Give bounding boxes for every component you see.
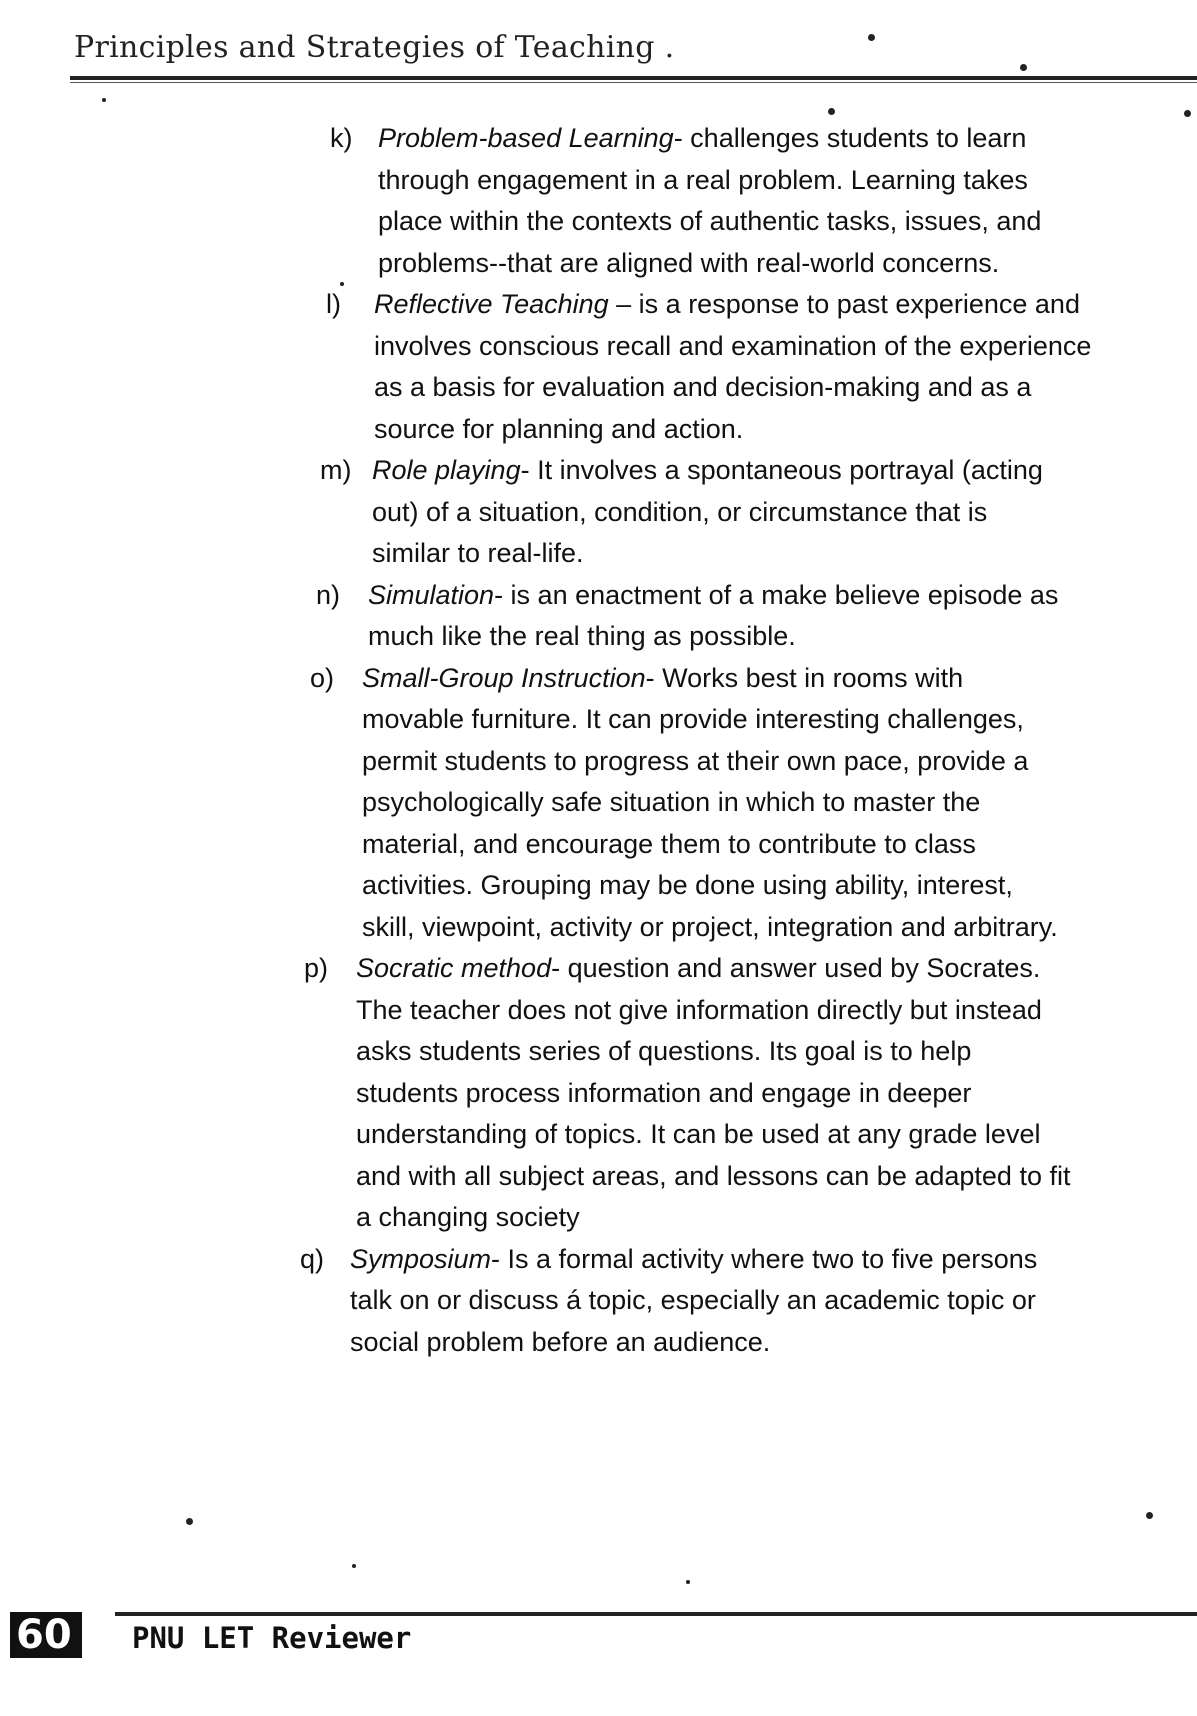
item-text: Symposium- Is a formal activity where two to five persons talk on or discuss á topic, especially an academic topic or social problem before an audience. [350, 1243, 1038, 1357]
item-marker: o) [310, 662, 335, 693]
list-item-reflective-teaching [326, 284, 1180, 450]
scan-speck [1146, 1512, 1153, 1519]
item-text: Problem-based Learning- challenges students to learn through engagement in a real problem. Learning takes place within the contexts of authentic tasks, issues, and problems--that are aligned with real-world concerns. [378, 123, 1042, 278]
scan-speck [1184, 110, 1191, 117]
item-marker: l) [326, 289, 341, 319]
running-header [70, 30, 1197, 65]
item-term: Socratic method [356, 953, 552, 983]
item-term: Small-Group Instruction [362, 662, 646, 693]
item-marker: k) [330, 123, 353, 153]
footer-rule [115, 1612, 1197, 1616]
footer-label: PNU LET Reviewer [132, 1621, 412, 1655]
item-term: Role playing [372, 455, 521, 485]
header-rule [70, 76, 1197, 80]
item-text: Role playing- It involves a spontaneous portrayal (acting out) of a situation, condition, or circumstance that is similar to real-life. [372, 455, 1043, 568]
running-header-title: Principles and Strategies of Teaching . [74, 30, 675, 65]
scan-speck [686, 1580, 690, 1584]
list-item-role-playing [320, 450, 1180, 575]
item-term: Symposium [350, 1243, 492, 1274]
list-item-socratic-method [304, 948, 1180, 1239]
scan-speck [340, 282, 344, 286]
list-item-problem-based-learning [330, 118, 1180, 284]
item-marker: m) [320, 455, 352, 485]
scan-speck [868, 34, 875, 41]
item-marker: p) [304, 953, 329, 983]
scan-speck [352, 1564, 356, 1568]
list-item-simulation [316, 575, 1180, 658]
scan-speck [102, 98, 106, 102]
item-marker: n) [316, 579, 341, 610]
item-text: Small-Group Instruction- Works best in rooms with movable furniture. It can provide interesting challenges, permit students to progress at their own pace, provide a psychologically safe situation in which to master the material, and encourage them to contribute to class activities. Grouping may be done using ability, interest, skill, viewpoint, activity or project, integration and arbitrary. [362, 662, 1058, 942]
list-item-small-group-instruction [310, 658, 1180, 949]
definition-list [300, 118, 1180, 1363]
item-text: Simulation- is an enactment of a make believe episode as much like the real thing as possible. [368, 579, 1059, 651]
list-item-symposium [300, 1239, 1180, 1364]
item-text: Socratic method- question and answer used by Socrates. The teacher does not give information directly but instead asks students series of questions. Its goal is to help students process information and engage in deeper understanding of topics. It can be used at any grade level and with all subject areas, and lessons can be adapted to fit a changing society [356, 953, 1071, 1232]
scan-speck [186, 1518, 193, 1525]
page-number-badge: 60 [10, 1612, 82, 1658]
page-footer [0, 1612, 1197, 1672]
header-rule-thin [70, 82, 1197, 83]
item-term: Problem-based Learning [378, 123, 674, 153]
scan-speck [1020, 64, 1027, 71]
item-marker: q) [300, 1243, 325, 1274]
item-text: Reflective Teaching – is a response to past experience and involves conscious recall and examination of the experience as a basis for evaluation and decision-making and as a source for planning and action. [374, 289, 1092, 444]
scan-speck [828, 108, 835, 115]
item-term: Reflective Teaching [374, 289, 609, 319]
item-term: Simulation [368, 579, 495, 610]
